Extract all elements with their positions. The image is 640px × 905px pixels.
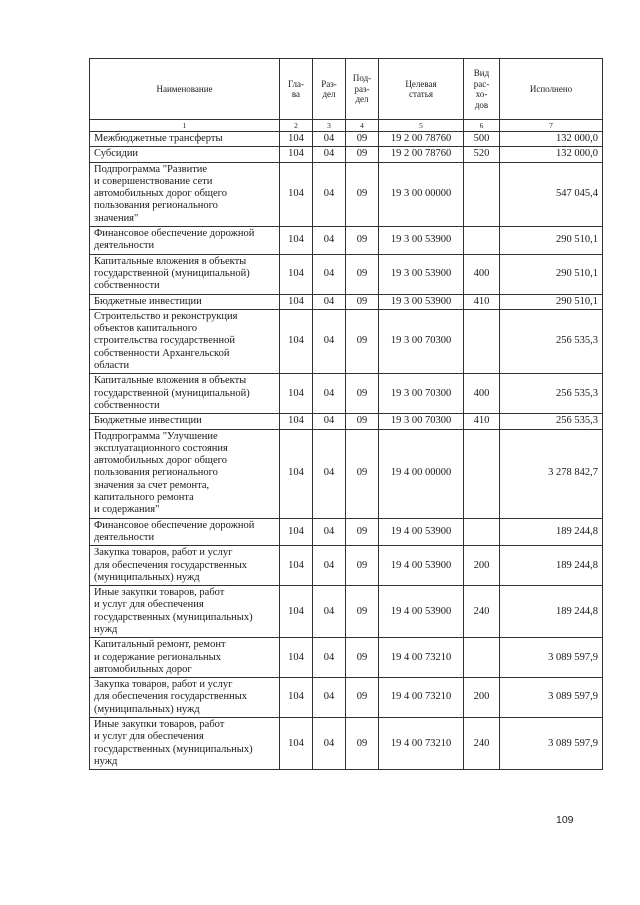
- row-expense-type: 500: [464, 132, 500, 147]
- row-executed: 256 535,3: [500, 309, 603, 373]
- row-executed: 189 244,8: [500, 518, 603, 546]
- row-executed: 256 535,3: [500, 414, 603, 429]
- row-chapter: 104: [280, 678, 313, 718]
- row-subsection: 09: [346, 132, 379, 147]
- row-subsection: 09: [346, 546, 379, 586]
- row-executed: 3 089 597,9: [500, 638, 603, 678]
- row-name: Финансовое обеспечение дорожной деятельности: [90, 227, 280, 255]
- row-name: Бюджетные инвестиции: [90, 294, 280, 309]
- row-target-article: 19 4 00 53900: [379, 586, 464, 638]
- row-target-article: 19 3 00 70300: [379, 374, 464, 414]
- row-name: Закупка товаров, работ и услуг для обеспечения государственных (муниципальных) нужд: [90, 546, 280, 586]
- row-target-article: 19 3 00 53900: [379, 227, 464, 255]
- row-expense-type: 410: [464, 414, 500, 429]
- row-subsection: 09: [346, 678, 379, 718]
- row-name: Субсидии: [90, 147, 280, 162]
- row-executed: 547 045,4: [500, 162, 603, 226]
- row-chapter: 104: [280, 162, 313, 226]
- row-section: 04: [313, 132, 346, 147]
- row-expense-type: [464, 429, 500, 518]
- row-executed: 256 535,3: [500, 374, 603, 414]
- row-section: 04: [313, 638, 346, 678]
- row-name: Иные закупки товаров, работ и услуг для обеспечения государственных (муниципальных) нужд: [90, 586, 280, 638]
- row-executed: 132 000,0: [500, 147, 603, 162]
- row-executed: 189 244,8: [500, 586, 603, 638]
- row-executed: 290 510,1: [500, 227, 603, 255]
- column-number-row: [90, 120, 603, 132]
- row-section: 04: [313, 147, 346, 162]
- row-chapter: 104: [280, 294, 313, 309]
- table-row: [90, 294, 603, 309]
- table-body: [90, 132, 603, 770]
- row-subsection: 09: [346, 147, 379, 162]
- row-subsection: 09: [346, 227, 379, 255]
- row-section: 04: [313, 546, 346, 586]
- row-name: Подпрограмма "Развитие и совершенствование сети автомобильных дорог общего пользования регионального значения": [90, 162, 280, 226]
- row-subsection: 09: [346, 586, 379, 638]
- row-expense-type: 520: [464, 147, 500, 162]
- row-section: 04: [313, 227, 346, 255]
- row-name: Строительство и реконструкция объектов капитального строительства государственной собственности Архангельской области: [90, 309, 280, 373]
- row-expense-type: [464, 162, 500, 226]
- row-target-article: 19 3 00 70300: [379, 414, 464, 429]
- row-target-article: 19 3 00 53900: [379, 294, 464, 309]
- row-subsection: 09: [346, 414, 379, 429]
- table-row: [90, 638, 603, 678]
- row-section: 04: [313, 518, 346, 546]
- row-chapter: 104: [280, 718, 313, 770]
- row-expense-type: 200: [464, 678, 500, 718]
- row-subsection: 09: [346, 638, 379, 678]
- row-section: 04: [313, 414, 346, 429]
- table-row: [90, 162, 603, 226]
- row-expense-type: 240: [464, 586, 500, 638]
- table-row: [90, 678, 603, 718]
- row-executed: 132 000,0: [500, 132, 603, 147]
- header-expense-type: Вид рас- хо- дов: [464, 59, 500, 120]
- column-number: 3: [313, 120, 346, 132]
- row-chapter: 104: [280, 147, 313, 162]
- column-number: 2: [280, 120, 313, 132]
- column-number: 7: [500, 120, 603, 132]
- page-number: 109: [556, 814, 574, 826]
- table-row: [90, 227, 603, 255]
- row-subsection: 09: [346, 718, 379, 770]
- row-executed: 290 510,1: [500, 294, 603, 309]
- row-name: Подпрограмма "Улучшение эксплуатационного состояния автомобильных дорог общего пользования регионального значения за счет ремонта, капитального ремонта и содержания": [90, 429, 280, 518]
- table-row: [90, 374, 603, 414]
- row-chapter: 104: [280, 546, 313, 586]
- row-name: Иные закупки товаров, работ и услуг для обеспечения государственных (муниципальных) нужд: [90, 718, 280, 770]
- table-row: [90, 586, 603, 638]
- header-subsection: Под- раз- дел: [346, 59, 379, 120]
- header-target-article: Целевая статья: [379, 59, 464, 120]
- row-expense-type: 400: [464, 254, 500, 294]
- row-target-article: 19 2 00 78760: [379, 132, 464, 147]
- column-number: 1: [90, 120, 280, 132]
- column-number: 4: [346, 120, 379, 132]
- row-subsection: 09: [346, 162, 379, 226]
- row-subsection: 09: [346, 294, 379, 309]
- header-chapter: Гла- ва: [280, 59, 313, 120]
- row-section: 04: [313, 162, 346, 226]
- column-number: 6: [464, 120, 500, 132]
- table-row: [90, 254, 603, 294]
- table-row: [90, 147, 603, 162]
- table-row: [90, 414, 603, 429]
- header-name: Наименование: [90, 59, 280, 120]
- row-expense-type: 400: [464, 374, 500, 414]
- row-target-article: 19 3 00 00000: [379, 162, 464, 226]
- row-section: 04: [313, 429, 346, 518]
- row-chapter: 104: [280, 132, 313, 147]
- row-expense-type: [464, 227, 500, 255]
- row-chapter: 104: [280, 309, 313, 373]
- row-target-article: 19 3 00 70300: [379, 309, 464, 373]
- row-expense-type: 240: [464, 718, 500, 770]
- row-executed: 3 089 597,9: [500, 678, 603, 718]
- row-expense-type: 200: [464, 546, 500, 586]
- table-row: [90, 718, 603, 770]
- row-name: Межбюджетные трансферты: [90, 132, 280, 147]
- row-target-article: 19 4 00 53900: [379, 546, 464, 586]
- table-row: [90, 518, 603, 546]
- row-subsection: 09: [346, 254, 379, 294]
- row-name: Закупка товаров, работ и услуг для обеспечения государственных (муниципальных) нужд: [90, 678, 280, 718]
- row-section: 04: [313, 586, 346, 638]
- row-chapter: 104: [280, 374, 313, 414]
- row-target-article: 19 4 00 73210: [379, 678, 464, 718]
- table-row: [90, 429, 603, 518]
- row-chapter: 104: [280, 429, 313, 518]
- row-expense-type: [464, 309, 500, 373]
- row-target-article: 19 4 00 73210: [379, 638, 464, 678]
- row-expense-type: [464, 518, 500, 546]
- row-chapter: 104: [280, 518, 313, 546]
- header-section: Раз- дел: [313, 59, 346, 120]
- row-target-article: 19 4 00 00000: [379, 429, 464, 518]
- row-subsection: 09: [346, 309, 379, 373]
- row-name: Капитальные вложения в объекты государственной (муниципальной) собственности: [90, 374, 280, 414]
- row-target-article: 19 4 00 73210: [379, 718, 464, 770]
- row-expense-type: 410: [464, 294, 500, 309]
- table-row: [90, 132, 603, 147]
- budget-table: [89, 58, 603, 770]
- row-section: 04: [313, 294, 346, 309]
- row-chapter: 104: [280, 638, 313, 678]
- column-number: 5: [379, 120, 464, 132]
- table-row: [90, 309, 603, 373]
- row-section: 04: [313, 678, 346, 718]
- header-row: [90, 59, 603, 120]
- row-section: 04: [313, 254, 346, 294]
- row-target-article: 19 3 00 53900: [379, 254, 464, 294]
- row-subsection: 09: [346, 518, 379, 546]
- row-chapter: 104: [280, 227, 313, 255]
- row-expense-type: [464, 638, 500, 678]
- row-section: 04: [313, 718, 346, 770]
- row-name: Капитальный ремонт, ремонт и содержание региональных автомобильных дорог: [90, 638, 280, 678]
- table-row: [90, 546, 603, 586]
- row-target-article: 19 2 00 78760: [379, 147, 464, 162]
- row-subsection: 09: [346, 374, 379, 414]
- row-executed: 290 510,1: [500, 254, 603, 294]
- row-executed: 189 244,8: [500, 546, 603, 586]
- row-chapter: 104: [280, 586, 313, 638]
- header-executed: Исполнено: [500, 59, 603, 120]
- row-section: 04: [313, 309, 346, 373]
- row-executed: 3 089 597,9: [500, 718, 603, 770]
- row-section: 04: [313, 374, 346, 414]
- row-target-article: 19 4 00 53900: [379, 518, 464, 546]
- row-executed: 3 278 842,7: [500, 429, 603, 518]
- row-name: Бюджетные инвестиции: [90, 414, 280, 429]
- row-subsection: 09: [346, 429, 379, 518]
- row-chapter: 104: [280, 254, 313, 294]
- row-name: Капитальные вложения в объекты государственной (муниципальной) собственности: [90, 254, 280, 294]
- row-name: Финансовое обеспечение дорожной деятельности: [90, 518, 280, 546]
- row-chapter: 104: [280, 414, 313, 429]
